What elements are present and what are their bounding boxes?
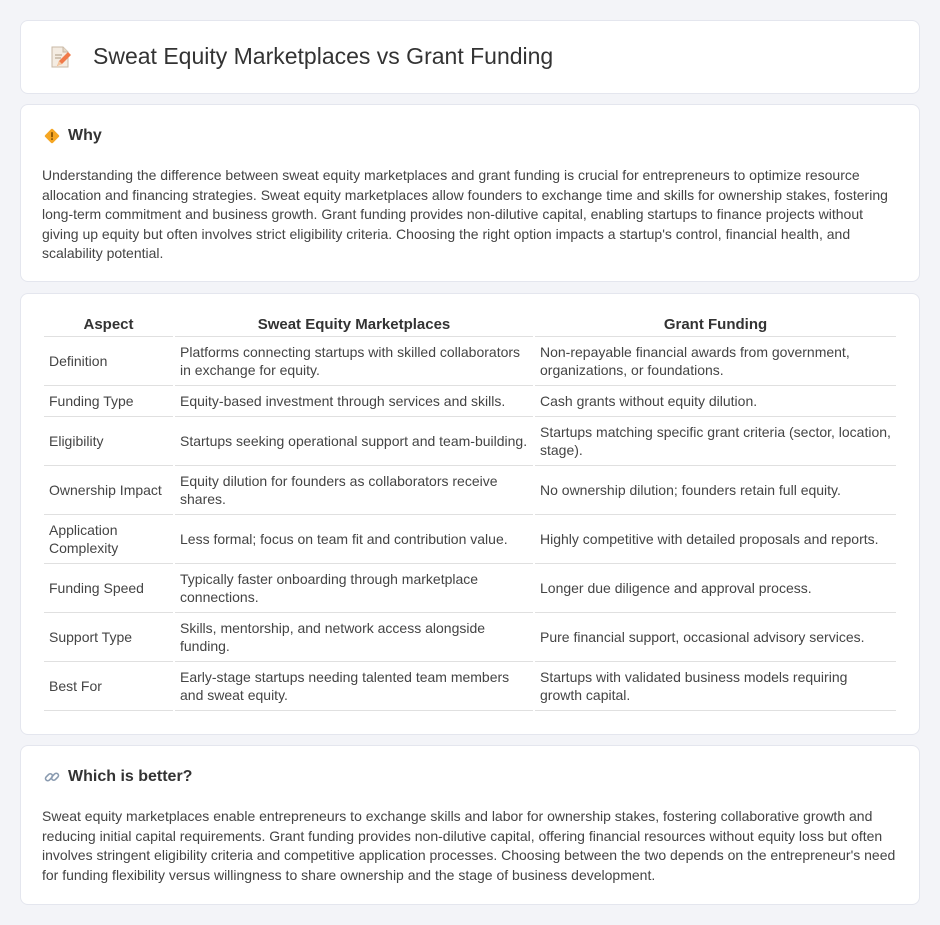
table-cell-grant: Pure financial support, occasional advisory services. (535, 613, 896, 662)
table-cell-sweat-equity: Less formal; focus on team fit and contribution value. (175, 515, 533, 564)
table-row (44, 337, 896, 386)
table-row (44, 564, 896, 613)
table-cell-sweat-equity: Early-stage startups needing talented team members and sweat equity. (175, 662, 533, 711)
why-text: Understanding the difference between sweat equity marketplaces and grant funding is crucial for entrepreneurs to optimize resource allocation and financing strategies. Sweat equity marketplaces allow founders to exchange time and skills for ownership stakes, fostering long-term commitment and business growth. Grant funding provides non-dilutive capital, enabling startups to finance projects without giving up equity but often involves strict eligibility criteria. Choosing the right option impacts a startup's control, financial health, and scalability potential. (42, 167, 888, 261)
table-cell-sweat-equity: Startups seeking operational support and team-building. (175, 417, 533, 466)
better-heading: Which is better? (68, 768, 193, 785)
why-header (43, 127, 102, 145)
table-cell-sweat-equity: Skills, mentorship, and network access alongside funding. (175, 613, 533, 662)
table-cell-aspect: Funding Speed (44, 564, 173, 613)
table-cell-sweat-equity: Platforms connecting startups with skilled collaborators in exchange for equity. (175, 337, 533, 386)
table-cell-grant: Non-repayable financial awards from government, organizations, or foundations. (535, 337, 896, 386)
why-heading: Why (68, 127, 102, 144)
table-cell-grant: Longer due diligence and approval process. (535, 564, 896, 613)
table-header-row (44, 315, 896, 337)
table-cell-aspect: Funding Type (44, 386, 173, 417)
link-icon (43, 768, 61, 786)
table-row (44, 613, 896, 662)
table-cell-sweat-equity: Typically faster onboarding through marketplace connections. (175, 564, 533, 613)
table-cell-grant: Highly competitive with detailed proposals and reports. (535, 515, 896, 564)
table-row (44, 386, 896, 417)
table-cell-grant: No ownership dilution; founders retain full equity. (535, 466, 896, 515)
table-cell-aspect: Support Type (44, 613, 173, 662)
table-cell-sweat-equity: Equity dilution for founders as collaborators receive shares. (175, 466, 533, 515)
diamond-warning-icon (43, 127, 61, 145)
column-header: Aspect (44, 315, 173, 337)
document-pencil-icon (47, 44, 73, 70)
title-row (47, 43, 553, 70)
table-cell-aspect: Best For (44, 662, 173, 711)
table-cell-sweat-equity: Equity-based investment through services and skills. (175, 386, 533, 417)
table-row (44, 662, 896, 711)
better-header (43, 768, 192, 786)
why-section (20, 104, 920, 282)
page-title: Sweat Equity Marketplaces vs Grant Funding (93, 43, 554, 69)
column-header: Sweat Equity Marketplaces (175, 315, 533, 337)
table-row (44, 466, 896, 515)
better-text: Sweat equity marketplaces enable entrepreneurs to exchange skills and labor for ownership stakes, fostering collaborative growth and reducing initial capital requirements. Grant funding provides non-dilutive capital, offering financial resources without equity loss but often involves stringent eligibility criteria and competitive application processes. Choosing between the two depends on the entrepreneur's need for funding flexibility versus willingness to share ownership and the stage of business development. (42, 808, 896, 883)
table-row (44, 417, 896, 466)
table-cell-aspect: Ownership Impact (44, 466, 173, 515)
table-cell-aspect: Definition (44, 337, 173, 386)
table-cell-grant: Startups matching specific grant criteria (sector, location, stage). (535, 417, 896, 466)
column-header: Grant Funding (535, 315, 896, 337)
table-cell-grant: Startups with validated business models requiring growth capital. (535, 662, 896, 711)
comparison-table (42, 315, 898, 711)
table-cell-grant: Cash grants without equity dilution. (535, 386, 896, 417)
which-is-better-section (20, 745, 920, 905)
table-cell-aspect: Eligibility (44, 417, 173, 466)
table-cell-aspect: Application Complexity (44, 515, 173, 564)
table-row (44, 515, 896, 564)
title-card (20, 20, 920, 94)
comparison-section (20, 293, 920, 735)
